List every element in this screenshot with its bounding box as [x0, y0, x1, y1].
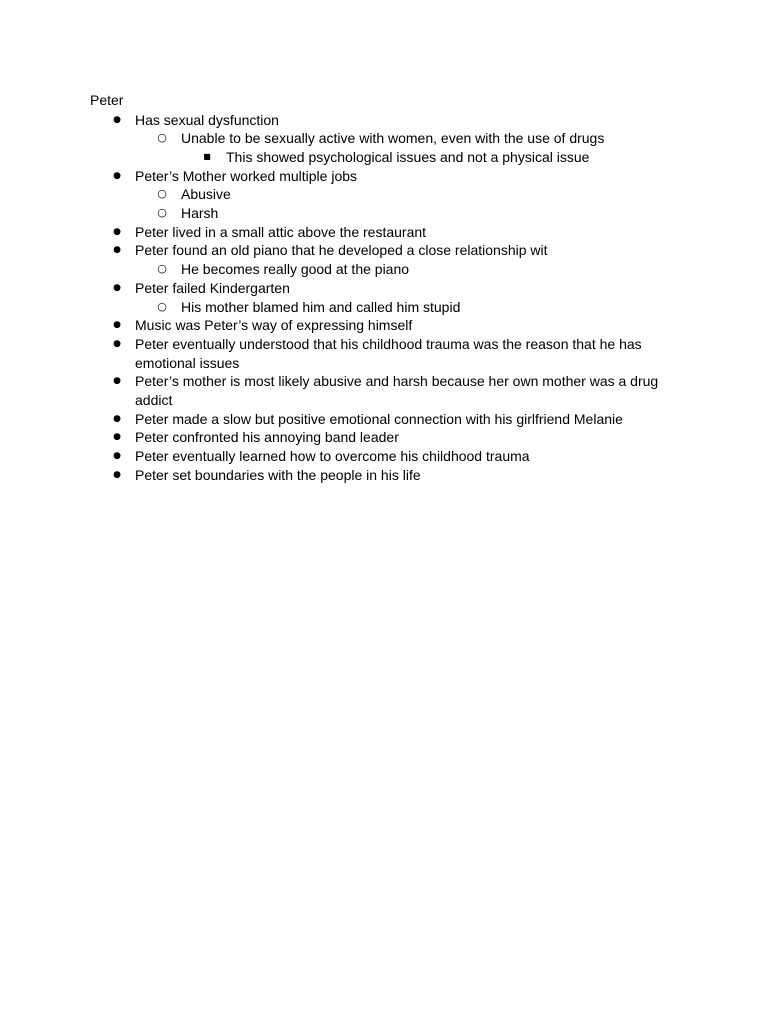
bullet-icon: ●: [113, 114, 121, 125]
list-item-text: Peter lived in a small attic above the restaurant: [135, 223, 427, 240]
list-item: [0, 129, 768, 148]
list-item: [0, 316, 768, 335]
list-item-text: Has sexual dysfunction: [135, 111, 279, 128]
hollow-circle-bullet-icon: ○: [157, 187, 167, 201]
list-item: [0, 298, 768, 317]
hollow-circle-bullet-icon: ○: [157, 206, 167, 220]
list-item-text: Unable to be sexually active with women, even with the use of drugs: [181, 130, 605, 147]
bullet-icon: ●: [113, 338, 121, 349]
hollow-circle-bullet-icon: ○: [157, 131, 167, 145]
list-item-text: Abusive: [181, 186, 231, 203]
list-item: [0, 260, 768, 279]
bullet-icon: ●: [113, 170, 121, 181]
bullet-icon: ●: [113, 282, 121, 293]
list-item: [0, 204, 768, 223]
list-item-text: Music was Peter’s way of expressing himself: [135, 317, 413, 334]
list-item: [0, 148, 768, 167]
list-item-text: This showed psychological issues and not a physical issue: [226, 148, 590, 165]
list-item-text: Peter confronted his annoying band leader: [135, 429, 399, 446]
list-item-text: He becomes really good at the piano: [181, 261, 410, 278]
list-item: [0, 428, 768, 447]
list-item: [0, 335, 768, 372]
bullet-icon: ●: [113, 413, 121, 424]
list-item: [0, 223, 768, 242]
notes-list: [0, 111, 768, 485]
bullet-icon: ●: [113, 226, 121, 237]
bullet-icon: ●: [113, 320, 121, 331]
document-heading: Peter: [90, 92, 124, 108]
list-item: [0, 279, 768, 298]
list-item-text: Peter’s Mother worked multiple jobs: [135, 167, 358, 184]
list-item: [0, 466, 768, 485]
bullet-icon: ●: [113, 432, 121, 443]
list-item-text: His mother blamed him and called him stupid: [181, 298, 461, 315]
list-item: [0, 111, 768, 130]
bullet-icon: ●: [113, 451, 121, 462]
list-item-text: Peter eventually understood that his childhood trauma was the reason that he has emotional issues: [135, 335, 642, 371]
list-item-text: Peter set boundaries with the people in his life: [135, 466, 421, 483]
list-item: [0, 185, 768, 204]
list-item-text: Peter eventually learned how to overcome his childhood trauma: [135, 448, 530, 465]
list-item: [0, 241, 768, 260]
list-item: [0, 447, 768, 466]
square-bullet-icon: ■: [203, 151, 211, 161]
list-item-text: Harsh: [181, 205, 219, 222]
list-item: [0, 167, 768, 186]
bullet-icon: ●: [113, 469, 121, 480]
bullet-icon: ●: [113, 376, 121, 387]
list-item-text: Peter’s mother is most likely abusive and harsh because her own mother was a drug addict: [135, 373, 659, 409]
list-item-text: Peter found an old piano that he developed a close relationship wit: [135, 242, 548, 259]
bullet-icon: ●: [113, 245, 121, 256]
list-item-text: Peter made a slow but positive emotional connection with his girlfriend Melanie: [135, 410, 623, 427]
list-item: [0, 410, 768, 429]
hollow-circle-bullet-icon: ○: [157, 262, 167, 276]
list-item-text: Peter failed Kindergarten: [135, 279, 290, 296]
hollow-circle-bullet-icon: ○: [157, 299, 167, 313]
list-item: [0, 372, 768, 409]
